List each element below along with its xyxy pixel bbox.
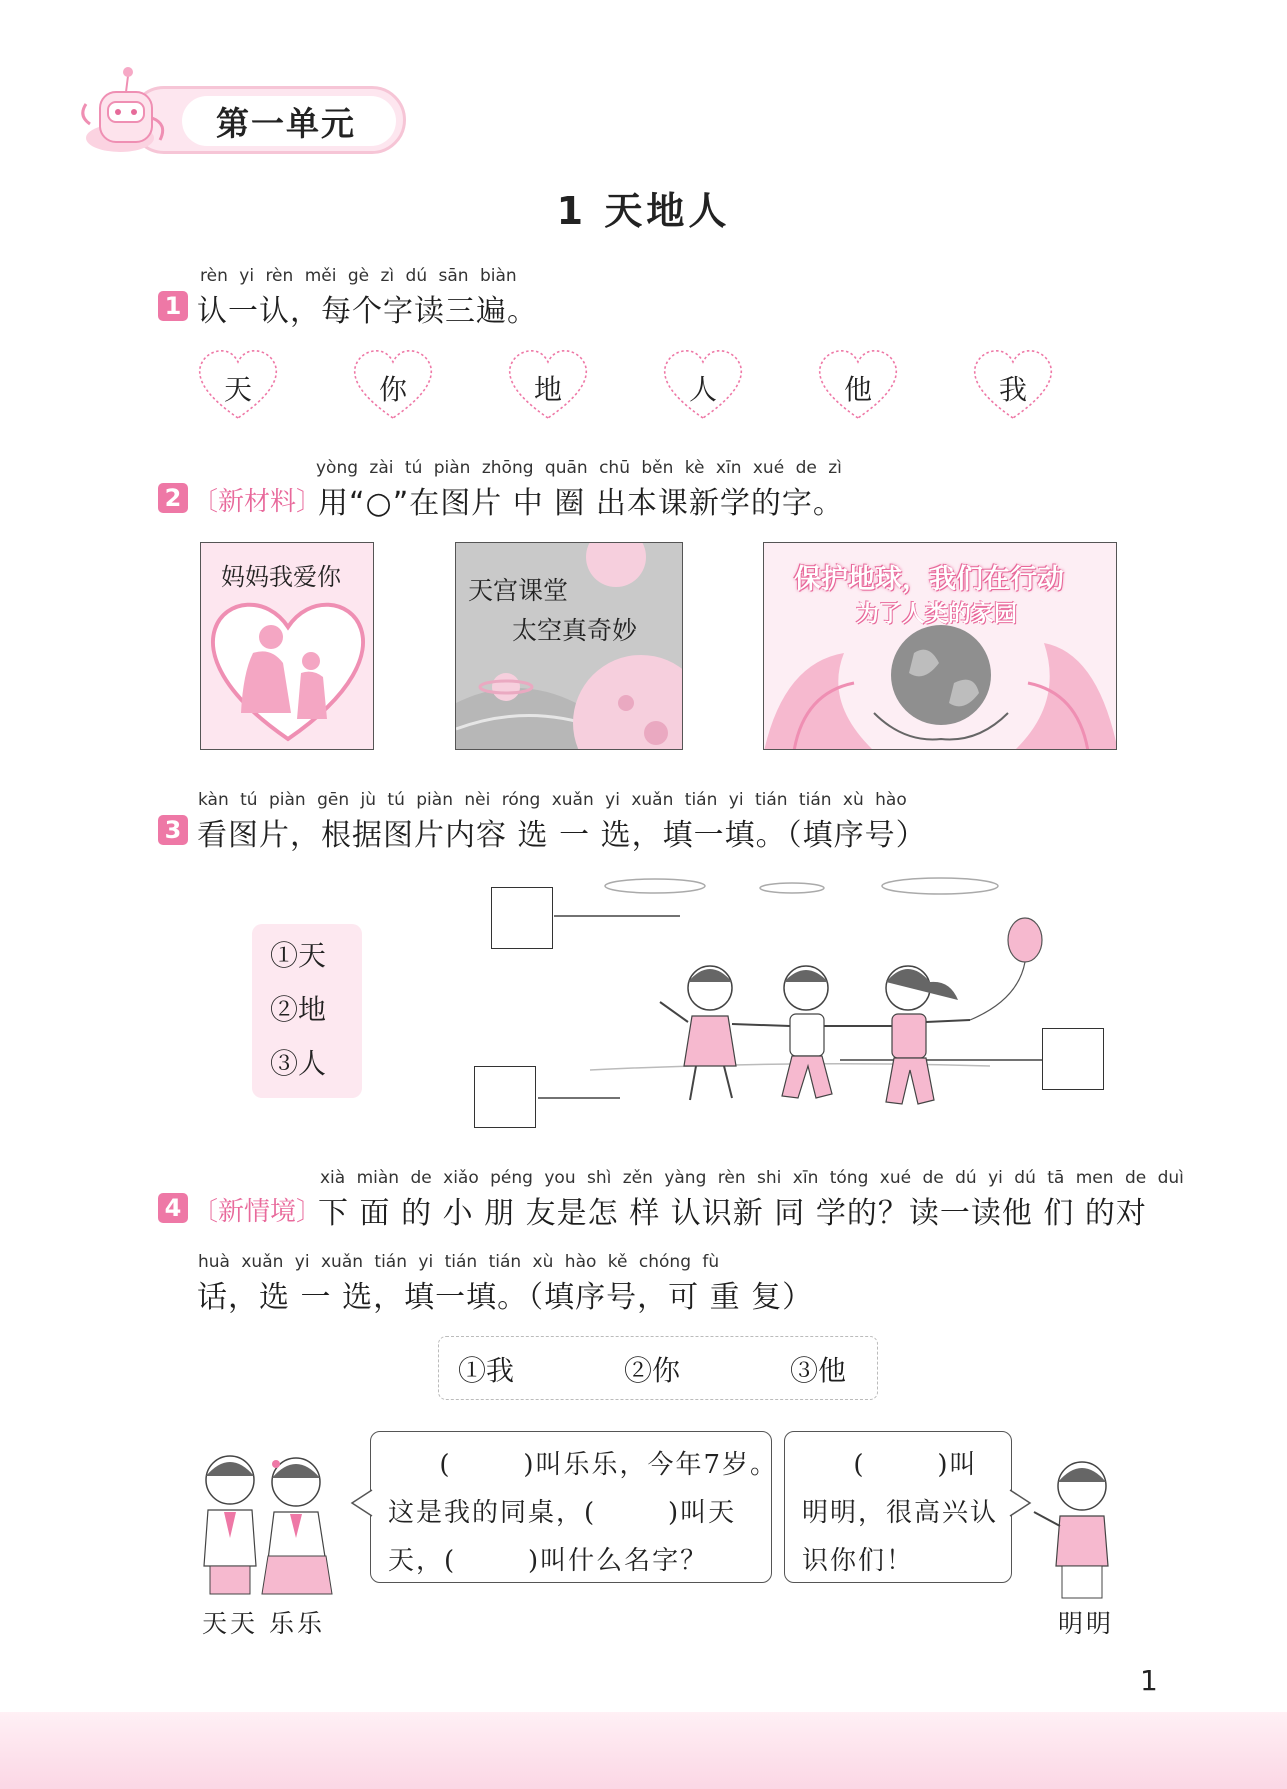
names-tiantian-lele: 天天 乐乐 <box>202 1609 325 1638</box>
q3-number-badge: 3 <box>158 815 188 845</box>
bubble-mingming-line1: ( )叫 <box>802 1450 978 1480</box>
picture-mother-caption: 妈妈我爱你 <box>221 563 341 591</box>
picture-earth-line1: 保护地球，我们在行动 <box>794 564 1064 595</box>
heart-character-card[interactable] <box>661 346 745 422</box>
heart-character: 你 <box>378 373 407 406</box>
name-mingming: 明明 <box>1058 1609 1115 1638</box>
q3-instruction-note: （填序号） <box>786 818 927 853</box>
q1-number-badge: 1 <box>158 291 188 321</box>
bubble-mingming-line2: 明明，很高兴认 <box>802 1498 999 1528</box>
picture-protect-earth[interactable] <box>763 542 1117 750</box>
q4-instruction-note: （填序号，可 重 复） <box>528 1280 814 1315</box>
robot-mascot-icon <box>80 58 190 158</box>
q3-instruction <box>197 810 927 854</box>
speech-bubble-tail-left <box>350 1488 374 1518</box>
bubble-lele-line1: ( )叫乐乐，今年7岁。 <box>388 1450 779 1480</box>
heart-character-card[interactable] <box>816 346 900 422</box>
heart-character-card[interactable] <box>196 346 280 422</box>
q2-tag: 〔新材料〕 <box>192 487 323 517</box>
unit-title: 第一单元 <box>216 104 356 143</box>
q4-choice-2: ②你 <box>624 1354 681 1387</box>
heart-character-card[interactable] <box>506 346 590 422</box>
q4-choice-3: ③他 <box>790 1354 847 1387</box>
picture-space-line1: 天宫课堂 <box>468 576 569 605</box>
kids-tiantian-lele-illustration <box>196 1446 346 1596</box>
bubble-mingming-line3: 识你们！ <box>802 1546 915 1576</box>
heart-character: 人 <box>688 373 717 406</box>
q4-pinyin-line2: huà xuǎn yi xuǎn tián yi tián tián xù hào kě chóng fù <box>198 1252 720 1272</box>
q3-option-1: ①天 <box>270 939 327 972</box>
q1-pinyin: rèn yi rèn měi gè zì dú sān biàn <box>200 266 517 286</box>
q4-choice-1: ①我 <box>458 1354 515 1387</box>
page-number: 1 <box>1140 1664 1158 1697</box>
q3-instruction-main: 看图片，根据图片内容 选 一 选，填一填。 <box>197 818 787 853</box>
q2-pinyin: yòng zài tú piàn zhōng quān chū běn kè xīn xué de zì <box>316 458 842 478</box>
bottom-decorative-band <box>0 1712 1287 1789</box>
picture-space-line2: 太空真奇妙 <box>512 616 638 645</box>
q3-answer-box-sky[interactable] <box>491 887 553 949</box>
q3-option-2: ②地 <box>270 993 327 1026</box>
q2-number-badge: 2 <box>158 483 188 513</box>
q4-pinyin-line1: xià miàn de xiǎo péng you shì zěn yàng rèn shi xīn tóng xué de dú yi dú tā men de duì <box>320 1168 1184 1188</box>
q3-answer-box-people[interactable] <box>1042 1028 1104 1090</box>
q3-option-3: ③人 <box>270 1047 327 1080</box>
heart-character: 地 <box>533 373 562 406</box>
q1-instruction: 认一认，每个字读三遍。 <box>197 294 538 329</box>
q4-number-badge: 4 <box>158 1193 188 1223</box>
lesson-title: 1 天地人 <box>556 189 731 233</box>
children-walking-illustration <box>470 870 1110 1130</box>
q4-instruction-line2 <box>197 1272 813 1316</box>
heart-character: 我 <box>998 373 1027 406</box>
kid-mingming-illustration <box>1024 1450 1124 1600</box>
heart-character-card[interactable] <box>351 346 435 422</box>
q3-pinyin: kàn tú piàn gēn jù tú piàn nèi róng xuǎn yi xuǎn tián yi tián tián xù hào <box>198 790 907 810</box>
q4-instruction-main: 话，选 一 选，填一填。 <box>197 1280 529 1315</box>
q4-tag: 〔新情境〕 <box>192 1197 323 1227</box>
picture-space-class[interactable] <box>455 542 683 750</box>
bubble-lele-line3: 天，( )叫什么名字？ <box>388 1546 709 1576</box>
bubble-lele-line2: 这是我的同桌，( )叫天 <box>388 1498 737 1528</box>
q3-answer-box-ground[interactable] <box>474 1066 536 1128</box>
picture-mother-child[interactable] <box>200 542 374 750</box>
picture-earth-line2: 为了人类的家园 <box>856 601 1017 627</box>
heart-character: 他 <box>843 373 872 406</box>
q2-instruction: 用“○”在图片 中 圈 出本课新学的字。 <box>318 486 844 521</box>
heart-character-card[interactable] <box>971 346 1055 422</box>
heart-character: 天 <box>223 373 252 406</box>
q4-instruction-line1: 下 面 的 小 朋 友是怎 样 认识新 同 学的？读一读他 们 的对 <box>318 1196 1147 1231</box>
